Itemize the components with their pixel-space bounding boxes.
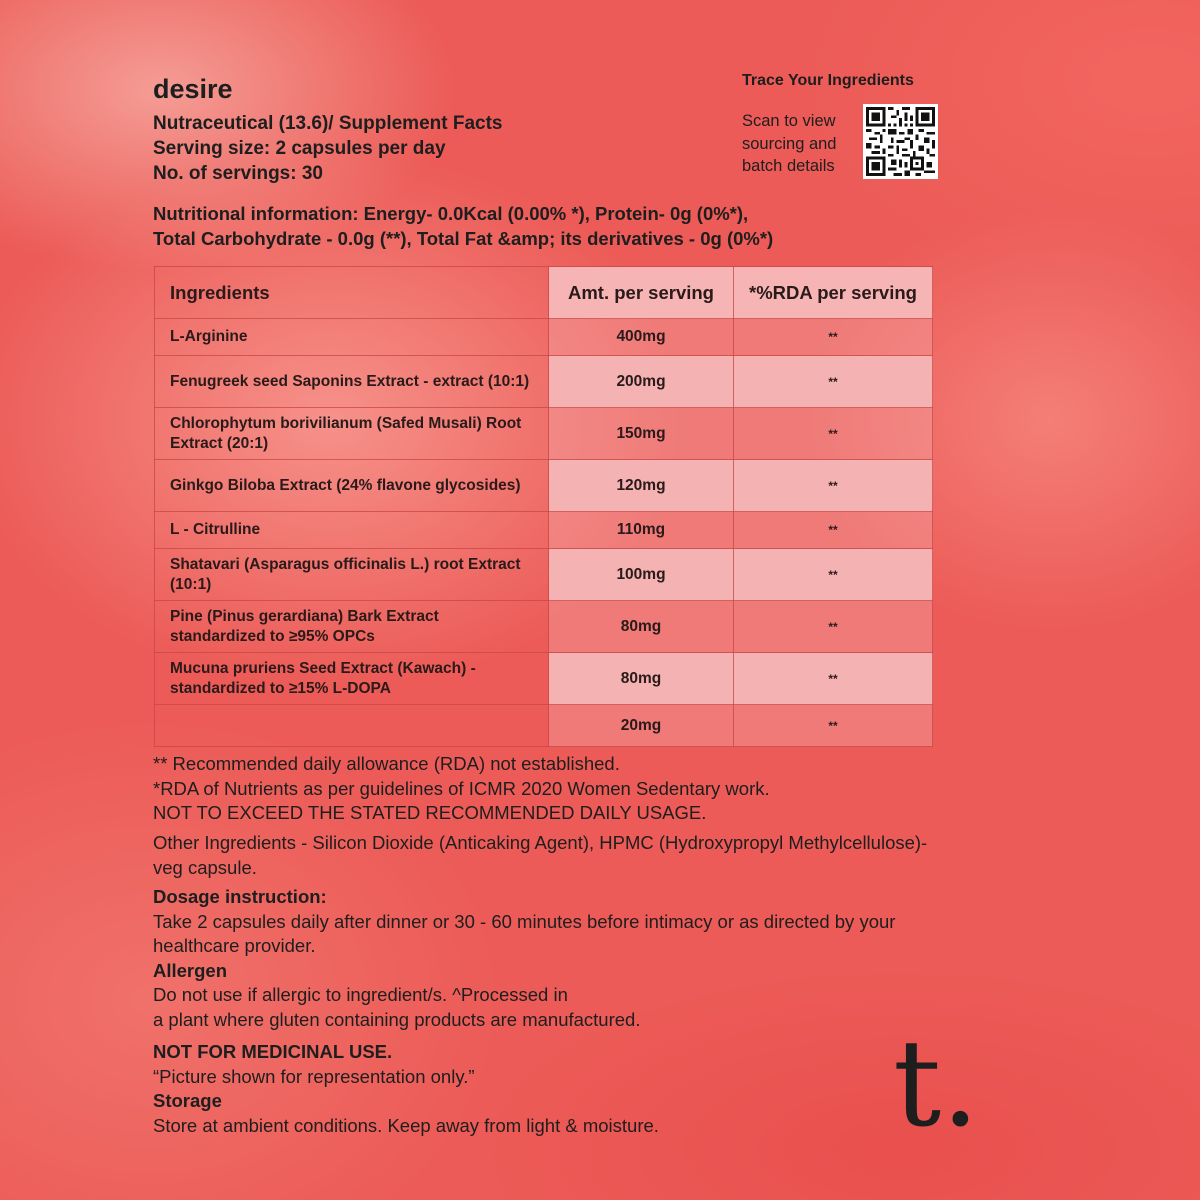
product-name: desire [153, 74, 233, 104]
ingredients-table [154, 266, 933, 747]
qr-code-icon[interactable] [863, 104, 938, 179]
ingredient-name: Pine (Pinus gerardiana) Bark Extract standardized to ≥95% OPCs [155, 601, 549, 653]
ingredient-amount: 80mg [549, 601, 734, 653]
ingredient-rda: ** [734, 653, 933, 705]
table-row [155, 356, 933, 408]
ingredient-rda: ** [734, 512, 933, 549]
supplement-facts-header [153, 111, 503, 186]
dosage-text: Take 2 capsules daily after dinner or 30 - 60 minutes before intimacy or as directed by your healthcare provider. [153, 910, 896, 956]
usage-and-storage [153, 1040, 953, 1138]
not-exceed-warning: NOT TO EXCEED THE STATED RECOMMENDED DAILY USAGE. [153, 802, 707, 823]
representation-note: “Picture shown for representation only.” [153, 1065, 475, 1087]
ingredient-name: Ginkgo Biloba Extract (24% flavone glycosides) [155, 460, 549, 512]
medicinal-heading: NOT FOR MEDICINAL USE. [153, 1041, 393, 1062]
ingredient-name [155, 705, 549, 747]
nutrition-line-1: Nutritional information: Energy- 0.0Kcal (0.00% *), Protein- 0g (0%*), [153, 203, 749, 224]
ingredient-rda: ** [734, 601, 933, 653]
storage-text: Store at ambient conditions. Keep away from light & moisture. [153, 1114, 659, 1136]
ingredient-amount: 400mg [549, 319, 734, 356]
ingredient-amount: 110mg [549, 512, 734, 549]
ingredient-rda: ** [734, 460, 933, 512]
rda-guideline-note: *RDA of Nutrients as per guidelines of ICMR 2020 Women Sedentary work. [153, 777, 770, 799]
table-header-row [155, 267, 933, 319]
ingredient-rda: ** [734, 319, 933, 356]
allergen-heading: Allergen [153, 959, 228, 981]
ingredient-rda: ** [734, 408, 933, 460]
header-amount: Amt. per serving [549, 267, 734, 319]
ingredient-amount: 100mg [549, 549, 734, 601]
ingredient-name: L - Citrulline [155, 512, 549, 549]
table-row [155, 601, 933, 653]
table-row [155, 653, 933, 705]
other-ingredients: Other Ingredients - Silicon Dioxide (Anticaking Agent), HPMC (Hydroxypropyl Methylcellulose)-veg capsule. [153, 832, 928, 878]
table-row [155, 512, 933, 549]
allergen-line-2: a plant where gluten containing products are manufactured. [153, 1008, 641, 1030]
ingredient-name: Fenugreek seed Saponins Extract - extract (10:1) [155, 356, 549, 408]
product-category: Nutraceutical (13.6)/ Supplement Facts [153, 113, 503, 134]
ingredient-amount: 200mg [549, 356, 734, 408]
ingredient-name: Chlorophytum borivilianum (Safed Musali) Root Extract (20:1) [155, 408, 549, 460]
servings-count: No. of servings: 30 [153, 163, 323, 184]
ingredient-amount: 80mg [549, 653, 734, 705]
header-rda: *%RDA per serving [734, 267, 933, 319]
table-row [155, 319, 933, 356]
allergen-line-1: Do not use if allergic to ingredient/s. ^Processed in [153, 984, 568, 1005]
trace-title: Trace Your Ingredients [742, 72, 914, 89]
storage-heading: Storage [153, 1090, 222, 1111]
table-row [155, 549, 933, 601]
dosage-heading: Dosage instruction: [153, 886, 327, 907]
header-ingredients: Ingredients [155, 267, 549, 319]
ingredient-rda: ** [734, 705, 933, 747]
ingredient-name: Shatavari (Asparagus officinalis L.) root Extract (10:1) [155, 549, 549, 601]
nutritional-information [153, 201, 953, 251]
table-row [155, 705, 933, 747]
ingredient-amount: 120mg [549, 460, 734, 512]
dosage-section [153, 885, 953, 1032]
ingredient-rda: ** [734, 356, 933, 408]
ingredient-name: L-Arginine [155, 319, 549, 356]
table-row [155, 408, 933, 460]
nutrition-line-2: Total Carbohydrate - 0.0g (**), Total Fat &amp; its derivatives - 0g (0%*) [153, 228, 774, 249]
ingredient-amount: 150mg [549, 408, 734, 460]
serving-size: Serving size: 2 capsules per day [153, 138, 446, 159]
rda-notes [153, 752, 953, 826]
table-row [155, 460, 933, 512]
rda-not-established-note: ** Recommended daily allowance (RDA) not established. [153, 753, 620, 774]
ingredient-name: Mucuna pruriens Seed Extract (Kawach) - standardized to ≥15% L-DOPA [155, 653, 549, 705]
brand-logo: t. [893, 1015, 980, 1154]
ingredient-rda: ** [734, 549, 933, 601]
ingredient-amount: 20mg [549, 705, 734, 747]
trace-description: Scan to view sourcing and batch details [742, 112, 837, 175]
